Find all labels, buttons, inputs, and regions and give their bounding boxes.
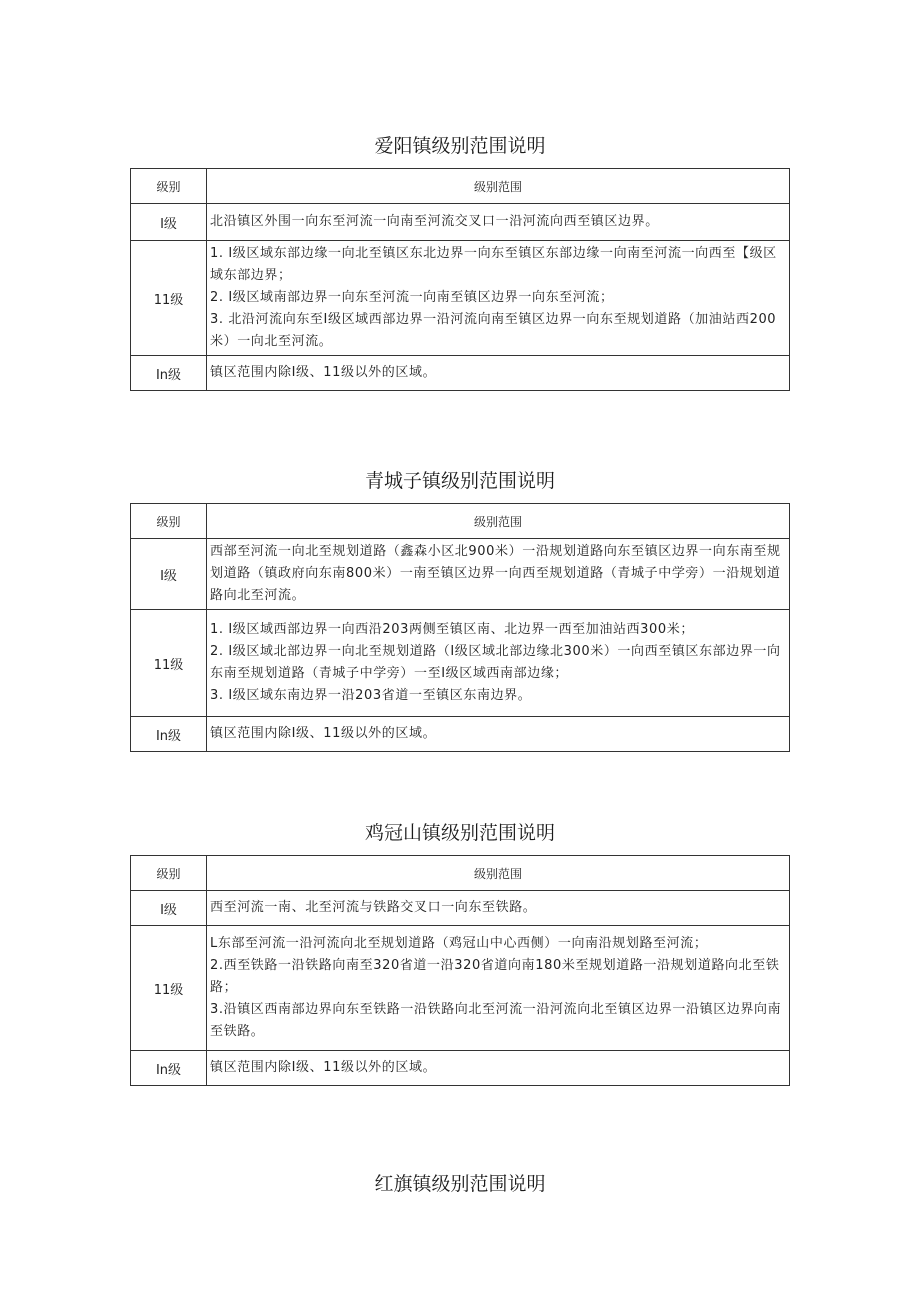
section-title-jiguanshan: 鸡冠山镇级别范围说明 xyxy=(364,822,555,844)
level-cell: 11级 xyxy=(131,241,207,356)
grade-table-jiguanshan xyxy=(130,855,790,1086)
table-row xyxy=(131,717,790,752)
table-row xyxy=(131,539,790,610)
level-cell: In级 xyxy=(131,717,207,752)
level-cell: 11级 xyxy=(131,610,207,717)
table-row xyxy=(131,204,790,241)
range-line: 2.西至铁路一沿铁路向南至320省道一沿320省道向南180米至规划道路一沿规划道路向北至铁路； xyxy=(210,958,780,995)
range-line: 西至河流一南、北至河流与铁路交叉口一向东至铁路。 xyxy=(210,900,537,915)
table-row xyxy=(131,926,790,1051)
range-line: 镇区范围内除I级、11级以外的区域。 xyxy=(210,1060,437,1075)
range-cell xyxy=(207,1051,790,1086)
table-row xyxy=(131,241,790,356)
range-line: L东部至河流一沿河流向北至规划道路（鸡冠山中心西侧）一向南沿规划路至河流； xyxy=(210,936,708,951)
range-cell xyxy=(207,926,790,1051)
header-level: 级别 xyxy=(131,504,207,539)
table-row xyxy=(131,610,790,717)
header-range: 级别范围 xyxy=(207,504,790,539)
range-cell xyxy=(207,610,790,717)
table-row xyxy=(131,1051,790,1086)
range-line: 西部至河流一向北至规划道路（鑫森小区北900米）一沿规划道路向东至镇区边界一向东南至规划道路（镇政府向东南800米）一南至镇区边界一向西至规划道路（青城子中学旁）一沿规划道路向北至河流。 xyxy=(210,544,781,603)
table-header-row xyxy=(131,856,790,891)
level-cell: I级 xyxy=(131,891,207,926)
range-cell xyxy=(207,539,790,610)
level-cell: I级 xyxy=(131,539,207,610)
grade-table-aiyang xyxy=(130,168,790,391)
range-line: 1. I级区域西部边界一向西沿203两侧至镇区南、北边界一西至加油站西300米； xyxy=(210,622,694,637)
grade-table-qingchengzi xyxy=(130,503,790,752)
range-line: 2. I级区域北部边界一向北至规划道路（I级区域北部边缘北300米）一向西至镇区东部边界一向东南至规划道路（青城子中学旁）一至I级区域西南部边缘； xyxy=(210,644,781,681)
range-line: 2. I级区域南部边界一向东至河流一向南至镇区边界一向东至河流； xyxy=(210,290,614,305)
section-title-hongqi: 红旗镇级别范围说明 xyxy=(374,1173,546,1195)
range-cell xyxy=(207,717,790,752)
level-cell: 11级 xyxy=(131,926,207,1051)
range-line: 镇区范围内除I级、11级以外的区域。 xyxy=(210,365,437,380)
header-level: 级别 xyxy=(131,856,207,891)
range-cell xyxy=(207,891,790,926)
section-title-aiyang: 爱阳镇级别范围说明 xyxy=(374,135,546,157)
range-cell xyxy=(207,241,790,356)
range-cell xyxy=(207,356,790,391)
section-title-qingchengzi: 青城子镇级别范围说明 xyxy=(364,470,555,492)
level-cell: In级 xyxy=(131,356,207,391)
range-line: 3.沿镇区西南部边界向东至铁路一沿铁路向北至河流一沿河流向北至镇区边界一沿镇区边界向南至铁路。 xyxy=(210,1002,782,1039)
header-range: 级别范围 xyxy=(207,856,790,891)
range-line: 1. I级区域东部边缘一向北至镇区东北边界一向东至镇区东部边缘一向南至河流一向西至【级区域东部边界； xyxy=(210,246,777,283)
range-line: 3. I级区域东南边界一沿203省道一至镇区东南边界。 xyxy=(210,688,532,703)
header-range: 级别范围 xyxy=(207,169,790,204)
level-cell: I级 xyxy=(131,204,207,241)
range-line: 3. 北沿河流向东至I级区域西部边界一沿河流向南至镇区边界一向东至规划道路（加油站西200米）一向北至河流。 xyxy=(210,312,777,349)
table-row xyxy=(131,356,790,391)
header-level: 级别 xyxy=(131,169,207,204)
range-line: 北沿镇区外围一向东至河流一向南至河流交叉口一沿河流向西至镇区边界。 xyxy=(210,214,659,229)
range-line: 镇区范围内除I级、11级以外的区域。 xyxy=(210,726,437,741)
range-cell xyxy=(207,204,790,241)
table-header-row xyxy=(131,169,790,204)
table-header-row xyxy=(131,504,790,539)
table-row xyxy=(131,891,790,926)
level-cell: In级 xyxy=(131,1051,207,1086)
